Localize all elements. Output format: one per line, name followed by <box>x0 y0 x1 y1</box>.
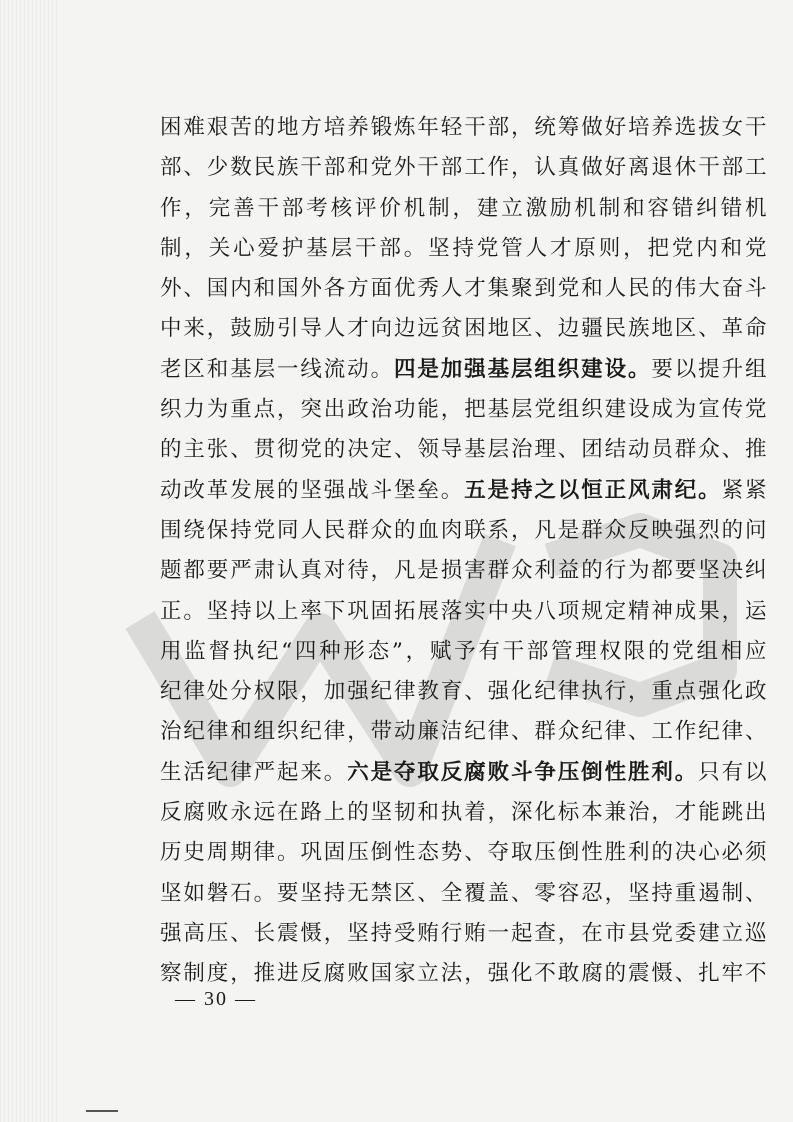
text-segment: 部、少数民族干部和党外干部工作，认真做好离退休干部工 <box>160 155 768 181</box>
text-segment: 的主张、贯彻党的决定、领导基层治理、团结动员群众、推 <box>160 437 768 463</box>
text-segment: 治纪律和组织纪律，带动廉洁纪律、群众纪律、工作纪律、 <box>160 719 768 745</box>
text-segment: 察制度，推进反腐败国家立法，强化不敢腐的震慑、扎牢不 <box>160 961 768 987</box>
text-segment: 作，完善干部考核评价机制，建立激励机制和容错纠错机 <box>160 195 768 221</box>
text-line <box>160 148 768 188</box>
text-segment: 强高压、长震慑，坚持受贿行贿一起查，在市县党委建立巡 <box>160 920 768 946</box>
text-line <box>160 592 768 632</box>
text-line <box>160 350 768 390</box>
text-line <box>160 471 768 511</box>
text-segment: 中来，鼓励引导人才向边远贫困地区、边疆民族地区、革命 <box>160 316 768 342</box>
text-line <box>160 551 768 591</box>
text-line <box>160 874 768 914</box>
text-segment: 纪律处分权限，加强纪律教育、强化纪律执行，重点强化政 <box>160 679 768 705</box>
text-line <box>160 430 768 470</box>
text-line <box>160 511 768 551</box>
text-line <box>160 672 768 712</box>
corner-mark <box>86 1110 118 1112</box>
text-line <box>160 229 768 269</box>
bold-heading-segment: 四是加强基层组织建设。 <box>393 356 652 382</box>
text-segment: 老区和基层一线流动。 <box>160 356 394 382</box>
text-line <box>160 914 768 954</box>
text-segment: 要以提升组 <box>651 356 768 382</box>
text-line <box>160 309 768 349</box>
text-line <box>160 189 768 229</box>
text-segment: 困难艰苦的地方培养锻炼年轻干部，统筹做好培养选拔女干 <box>160 115 768 140</box>
text-segment: 历史周期律。巩固压倒性态势、夺取压倒性胜利的决心必须 <box>160 840 768 866</box>
text-line <box>160 269 768 309</box>
text-line <box>160 833 768 873</box>
scan-edge-artifact <box>0 0 60 1122</box>
text-segment: 动改革发展的坚强战斗堡垒。 <box>160 477 465 503</box>
text-line <box>160 753 768 793</box>
text-segment: 正。坚持以上率下巩固拓展落实中央八项规定精神成果，运 <box>160 598 768 624</box>
page-number: — 30 — <box>175 988 257 1010</box>
text-line <box>160 632 768 672</box>
text-line <box>160 712 768 752</box>
text-segment: 生活纪律严起来。 <box>160 759 348 785</box>
text-segment: 外、国内和国外各方面优秀人才集聚到党和人民的伟大奋斗 <box>160 276 768 302</box>
bold-heading-segment: 五是持之以恒正风肃纪。 <box>464 477 722 503</box>
text-segment: 制，关心爱护基层干部。坚持党管人才原则，把党内和党 <box>160 235 768 261</box>
text-line <box>160 108 768 148</box>
bold-heading-segment: 六是夺取反腐败斗争压倒性胜利。 <box>347 759 699 785</box>
text-line <box>160 793 768 833</box>
text-line <box>160 390 768 430</box>
text-segment: 坚如磐石。要坚持无禁区、全覆盖、零容忍，坚持重遏制、 <box>160 880 768 906</box>
body-text <box>160 108 768 995</box>
text-segment: 题都要严肃认真对待，凡是损害群众利益的行为都要坚决纠 <box>160 558 768 584</box>
text-segment: 紧紧 <box>721 477 768 503</box>
text-segment: 只有以 <box>698 759 768 785</box>
text-segment: 用监督执纪“四种形态”，赋予有干部管理权限的党组相应 <box>160 638 768 664</box>
text-segment: 围绕保持党同人民群众的血肉联系，凡是群众反映强烈的问 <box>160 517 768 543</box>
text-segment: 织力为重点，突出政治功能，把基层党组织建设成为宣传党 <box>160 397 768 423</box>
text-segment: 反腐败永远在路上的坚韧和执着，深化标本兼治，才能跳出 <box>160 800 768 826</box>
